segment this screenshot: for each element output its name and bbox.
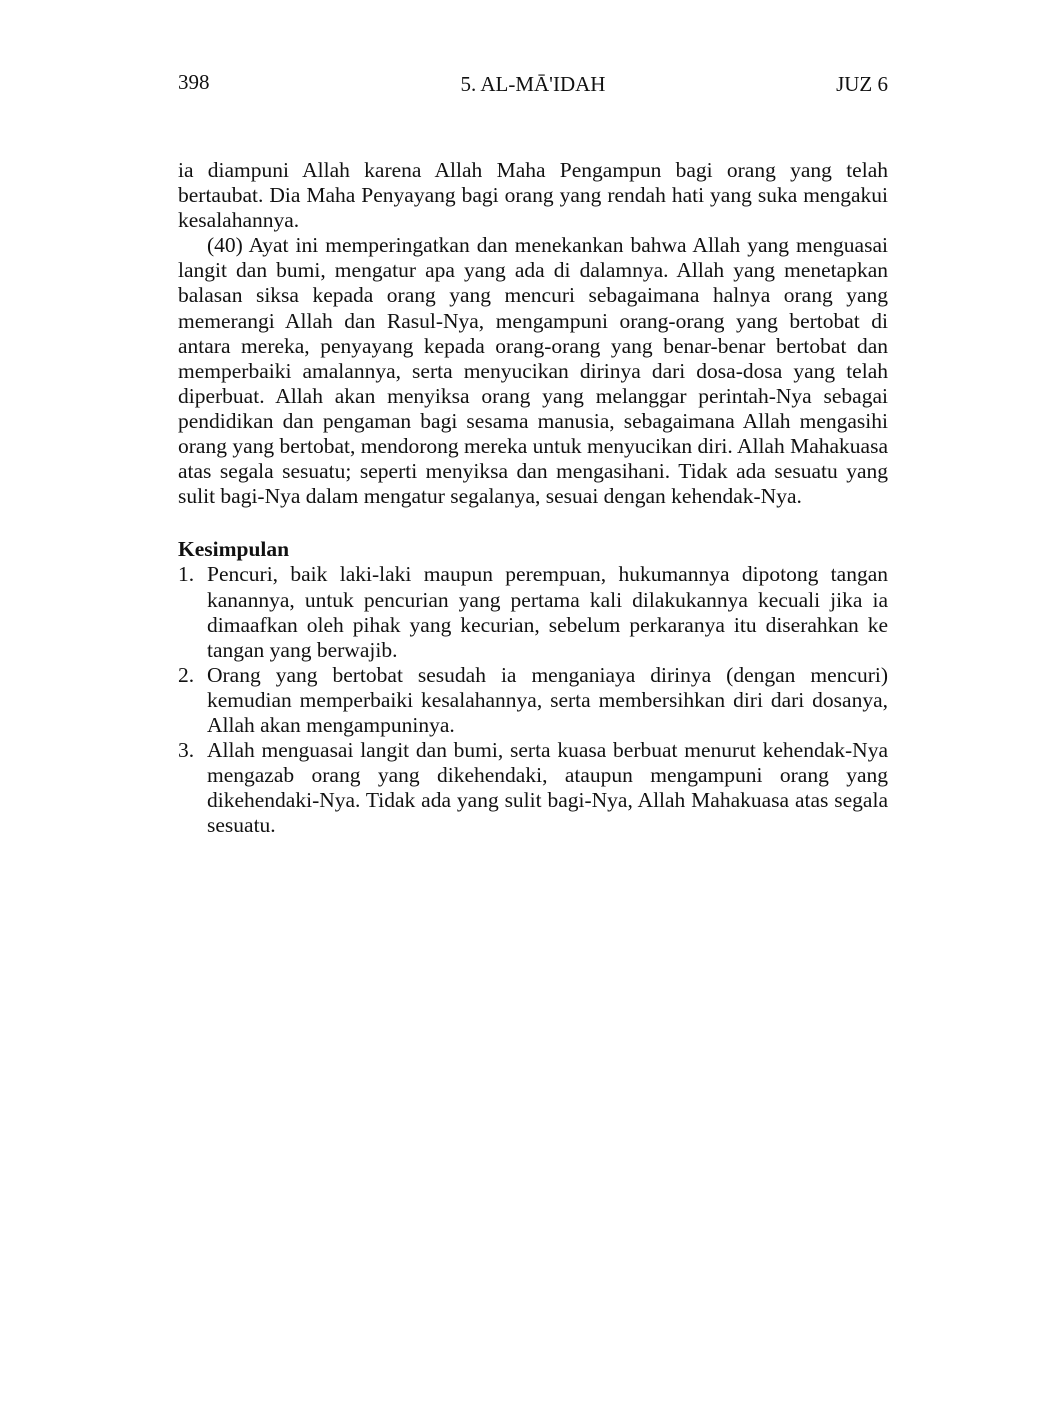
paragraph-continuation: ia diampuni Allah karena Allah Maha Pengampun bagi orang yang telah bertaubat. Dia Maha Penyayang bagi orang yang rendah hati yang suka mengakui kesalahannya. [178,158,888,233]
conclusion-heading: Kesimpulan [178,537,290,562]
page-header [178,70,888,100]
list-item-text: Allah menguasai langit dan bumi, serta kuasa berbuat menurut kehendak-Nya mengazab orang yang dikehendaki, ataupun mengampuni orang yang dikehendaki-Nya. Tidak ada yang sulit bagi-Nya, Allah Mahakuasa atas segala sesuatu. [207,738,888,838]
paragraph-verse-40: (40) Ayat ini memperingatkan dan menekankan bahwa Allah yang menguasai langit dan bumi, mengatur apa yang ada di dalamnya. Allah yang menetapkan balasan siksa kepada orang yang mencuri sebagaimana halnya orang yang memerangi Allah dan Rasul-Nya, mengampuni orang-orang yang bertobat di antara mereka, penyayang kepada orang-orang yang benar-benar bertobat dan memperbaiki amalannya, serta menyucikan dirinya dari dosa-dosa yang telah diperbuat. Allah akan menyiksa orang yang melanggar perintah-Nya sebagai pendidikan dan pengaman bagi sesama manusia, sebagaimana Allah mengasihi orang yang bertobat, mendorong mereka untuk menyucikan diri. Allah Mahakuasa atas segala sesuatu; seperti menyiksa dan mengasihani. Tidak ada sesuatu yang sulit bagi-Nya dalam mengatur segalanya, sesuai dengan kehendak-Nya. [178,233,888,509]
list-item [178,738,888,838]
list-item-text: Pencuri, baik laki-laki maupun perempuan, hukumannya dipotong tangan kanannya, untuk pencurian yang pertama kali dilakukannya kecuali jika ia dimaafkan oleh pihak yang kecurian, sebelum perkaranya itu diserahkan ke tangan yang berwajib. [207,562,888,662]
juz-label: JUZ 6 [836,72,888,96]
list-item [178,663,888,738]
conclusion-list [178,562,888,838]
body-text [178,158,888,838]
list-item-number: 3. [178,738,195,763]
list-item-text: Orang yang bertobat sesudah ia menganiaya dirinya (dengan mencuri) kemudian memperbaiki kesalahannya, serta membersihkan diri dari dosanya, Allah akan mengampuninya. [207,662,888,737]
list-item-number: 1. [178,562,195,587]
page-number: 398 [178,70,210,94]
chapter-title: 5. AL-MĀ'IDAH [460,72,606,96]
list-item-number: 2. [178,662,195,687]
list-item [178,562,888,662]
